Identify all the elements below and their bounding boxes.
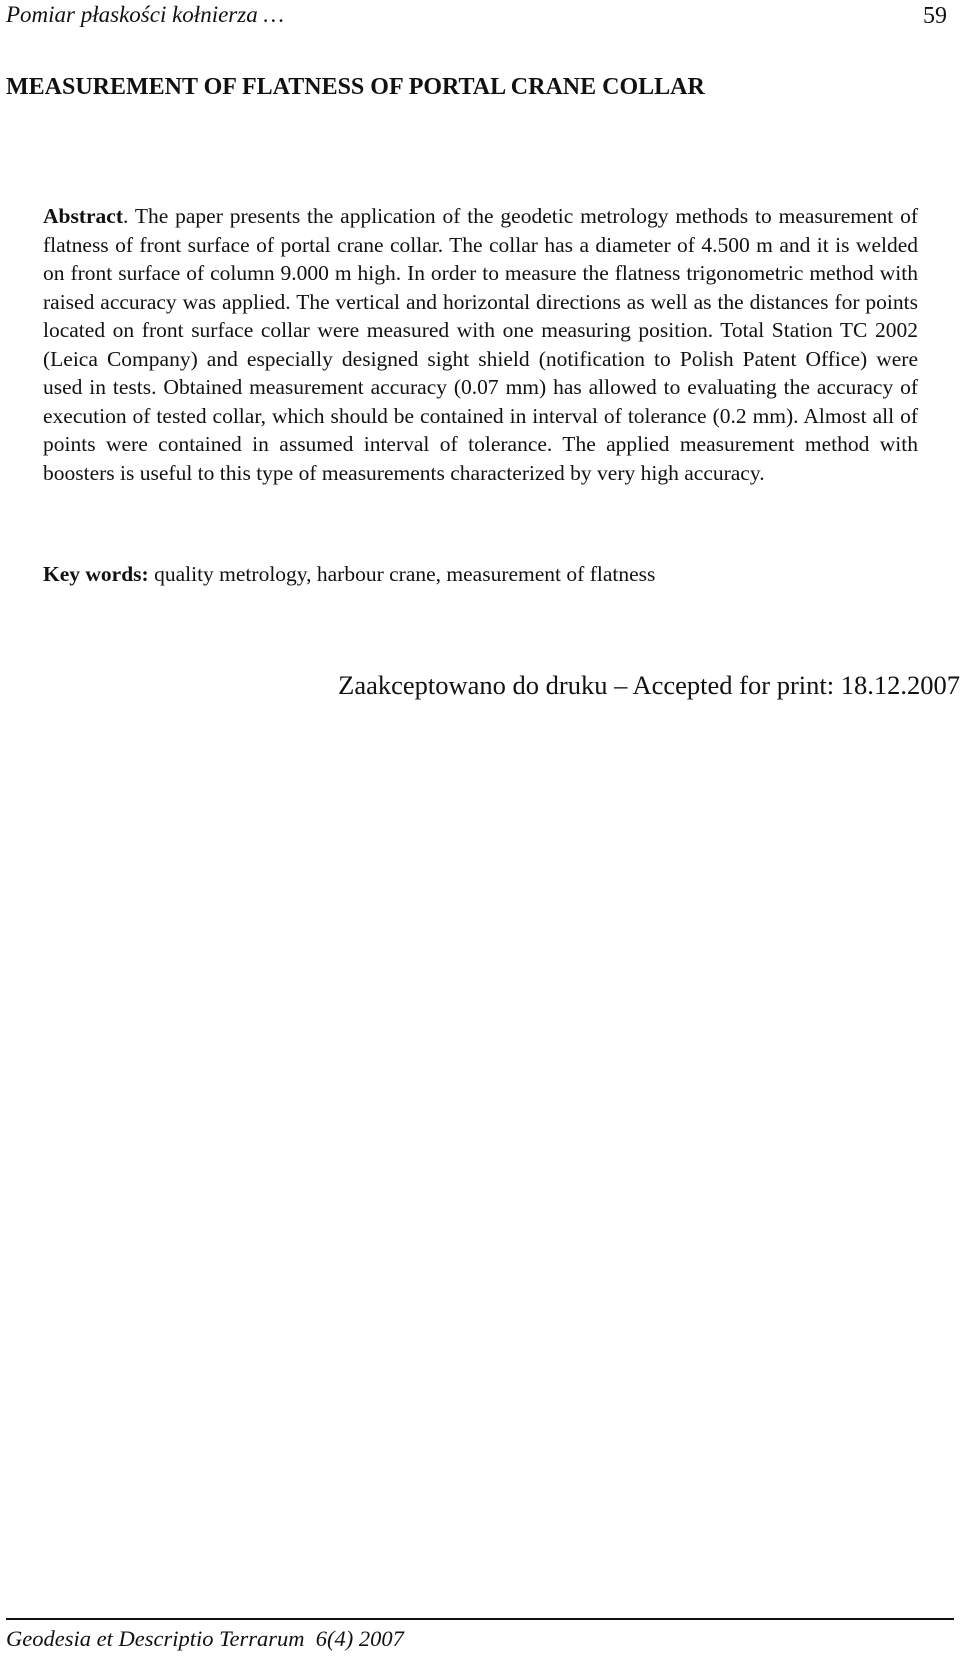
footer-divider — [6, 1618, 954, 1620]
running-head: Pomiar płaskości kołnierza … — [6, 2, 284, 27]
journal-footer: Geodesia et Descriptio Terrarum 6(4) 2007 — [6, 1626, 404, 1651]
abstract-text: . The paper presents the application of the geodetic metrology methods to measurement of flatness of front surface of portal crane collar. The collar has a diameter of 4.500 m and it is welded on front surface of column 9.000 m high. In order to measure the flatness trigonometric method with raised accuracy was applied. The vertical and horizontal directions as well as the distances for points located on front surface collar were measured with one measuring position. Total Station TC 2002 (Leica Company) and especially designed sight shield (notification to Polish Patent Office) were used in tests. Obtained measurement accuracy (0.07 mm) has allowed to evaluating the accuracy of execution of tested collar, which should be contained in interval of tolerance (0.2 mm). Almost all of points were contained in assumed interval of tolerance. The applied measurement method with boosters is useful to this type of measurements characterized by very high accuracy. — [43, 204, 918, 485]
abstract-paragraph — [43, 202, 918, 487]
keywords-text: quality metrology, harbour crane, measurement of flatness — [148, 562, 656, 586]
accepted-date: Zaakceptowano do druku – Accepted for print: 18.12.2007 — [338, 670, 960, 700]
article-title: MEASUREMENT OF FLATNESS OF PORTAL CRANE COLLAR — [6, 74, 705, 100]
keywords-line — [43, 560, 655, 588]
page-number: 59 — [923, 3, 947, 29]
keywords-label: Key words: — [43, 562, 149, 586]
abstract-label: Abstract — [43, 204, 124, 228]
